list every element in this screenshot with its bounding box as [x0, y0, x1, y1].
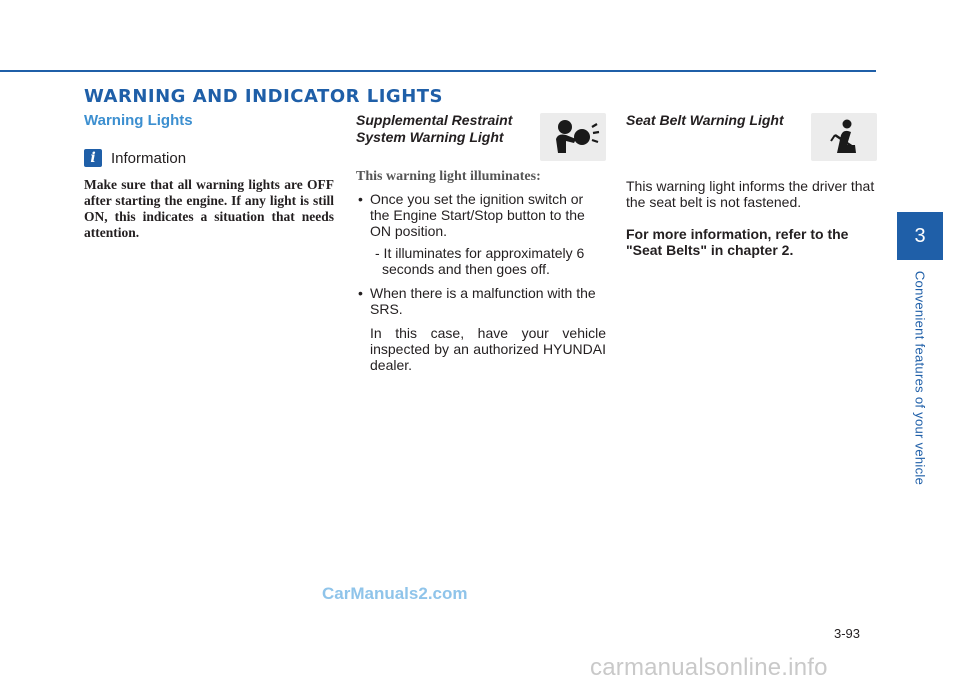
- page-number: 3-93: [834, 626, 861, 641]
- chapter-tab: 3: [897, 212, 943, 260]
- seat-belt-text: This warning light informs the driver that the seat belt is not fastened.: [626, 178, 875, 210]
- information-label: Information: [111, 149, 187, 167]
- srs-bullet-ignition: • Once you set the ignition switch or the Engine Start/Stop button to the ON position.: [356, 191, 606, 239]
- watermark-carmanuals[interactable]: CarManuals2.com: [322, 584, 468, 603]
- srs-bullets-2: [356, 285, 606, 317]
- information-row: [84, 149, 334, 167]
- column-warning-lights: [84, 112, 334, 241]
- srs-bullet-ignition-sub: - It illuminates for approximately 6 seconds and then goes off.: [375, 245, 585, 277]
- info-icon: i: [84, 149, 102, 167]
- seat-belt-warning-icon: [811, 113, 877, 161]
- seat-belt-heading: Seat Belt Warning Light: [626, 112, 784, 128]
- warning-lights-heading: Warning Lights: [84, 112, 193, 129]
- srs-bullet-malfunction: • When there is a malfunction with the SRS.: [356, 285, 606, 317]
- information-text: Make sure that all warning lights are OFF after starting the engine. If any light is still ON, this indicates a situation that needs attention.: [84, 177, 334, 240]
- section-title: WARNING AND INDICATOR LIGHTS: [84, 86, 444, 107]
- seat-belt-reference: For more information, refer to the "Seat Belts" in chapter 2.: [626, 226, 849, 258]
- chapter-title: Convenient features of your vehicle: [912, 270, 928, 486]
- srs-subhead: This warning light illuminates:: [356, 169, 541, 184]
- airbag-warning-icon: [540, 113, 606, 161]
- srs-heading-line2: System Warning Light: [356, 129, 504, 145]
- srs-bullets: [356, 191, 606, 239]
- srs-dealer-text: In this case, have your vehicle inspected by an authorized HYUNDAI dealer.: [370, 325, 606, 373]
- watermark-site[interactable]: carmanualsonline.info: [590, 654, 828, 681]
- srs-heading-line1: Supplemental Restraint: [356, 112, 513, 128]
- top-rule: [0, 70, 876, 72]
